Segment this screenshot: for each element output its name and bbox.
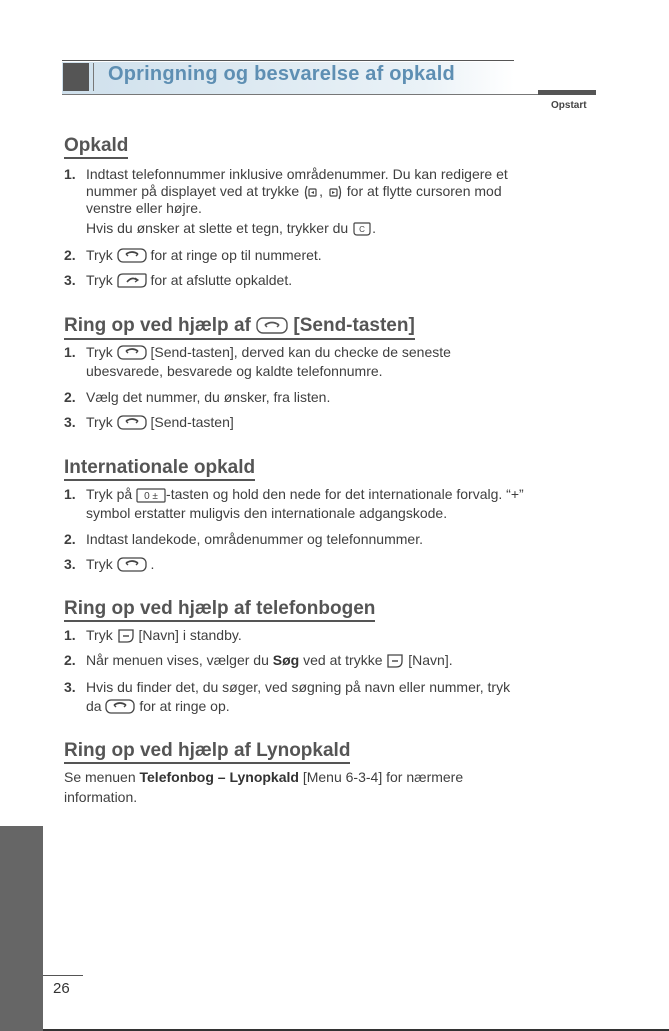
list-number: 3. xyxy=(64,272,76,288)
header-square xyxy=(63,63,89,91)
list-item-text: Tryk [Navn] i standby. xyxy=(86,627,242,643)
list-item-text: ubesvarede, besvarede og kaldte telefonnumre. xyxy=(86,363,383,379)
list-item-text: venstre eller højre. xyxy=(86,200,202,216)
list-item-text: symbol erstatter muligvis den internationale adgangskode. xyxy=(86,505,448,521)
list-number: 2. xyxy=(64,247,76,263)
send-key-icon xyxy=(117,345,147,361)
send-key-icon xyxy=(117,557,147,573)
section-title-international: Internationale opkald xyxy=(64,457,255,479)
list-item-text: Tryk for at afslutte opkaldet. xyxy=(86,272,293,288)
send-key-icon xyxy=(105,699,135,715)
list-item-text: Tryk for at ringe op til nummeret. xyxy=(86,247,322,263)
page-number: 26 xyxy=(53,980,70,997)
list-number: 1. xyxy=(64,486,76,502)
header-top-rule xyxy=(62,60,514,61)
list-item-text: Vælg det nummer, du ønsker, fra listen. xyxy=(86,389,331,405)
end-key-icon xyxy=(117,273,147,289)
list-number: 1. xyxy=(64,166,76,182)
list-number: 2. xyxy=(64,389,76,405)
list-item-text: Tryk . xyxy=(86,556,155,572)
list-number: 3. xyxy=(64,679,76,695)
list-number: 3. xyxy=(64,414,76,430)
list-item-text: Indtast telefonnummer inklusive områdenummer. Du kan redigere et xyxy=(86,166,508,182)
section-label: Opstart xyxy=(551,100,587,111)
section-title-opkald: Opkald xyxy=(64,135,128,157)
send-key-icon xyxy=(117,415,147,431)
send-key-icon xyxy=(256,317,288,335)
list-number: 3. xyxy=(64,556,76,572)
list-item-text: nummer på displayet ved at trykke , for at flytte cursoren mod xyxy=(86,183,502,199)
clear-key-icon xyxy=(352,221,372,237)
section-title-phonebook: Ring op ved hjælp af telefonbogen xyxy=(64,598,375,620)
header-separator xyxy=(93,63,94,91)
zero-key-icon xyxy=(136,488,166,503)
header-underline xyxy=(62,94,596,95)
left-softkey-icon xyxy=(386,653,404,669)
page-number-rule xyxy=(43,975,83,976)
nav-left-key-icon xyxy=(303,185,319,200)
left-softkey-icon xyxy=(117,628,135,644)
list-item-text: Tryk [Send-tasten], derved kan du checke de seneste xyxy=(86,344,451,360)
paragraph-text: Se menuen Telefonbog – Lynopkald [Menu 6-3-4] for nærmere xyxy=(64,769,464,785)
section-title-send-key: Ring op ved hjælp af [Send-tasten] xyxy=(64,315,415,337)
list-item-text: Hvis du finder det, du søger, ved søgning på navn eller nummer, tryk xyxy=(86,679,511,695)
section-tab xyxy=(538,90,596,95)
list-number: 1. xyxy=(64,344,76,360)
list-number: 1. xyxy=(64,627,76,643)
list-item-text: Hvis du ønsker at slette et tegn, trykker du C . xyxy=(86,220,377,236)
list-number: 2. xyxy=(64,531,76,547)
svg-text:C: C xyxy=(359,225,366,235)
section-title-speed-dial: Ring op ved hjælp af Lynopkald xyxy=(64,740,350,762)
list-item-text: Indtast landekode, områdenummer og telefonnummer. xyxy=(86,531,423,547)
list-item-text: Når menuen vises, vælger du Søg ved at trykke [Navn]. xyxy=(86,652,453,668)
list-item-text: Tryk på 0 ± -tasten og hold den nede for det internationale forvalg. “+” xyxy=(86,486,524,502)
list-item-text: Tryk [Send-tasten] xyxy=(86,414,234,430)
nav-right-key-icon xyxy=(327,185,343,200)
list-number: 2. xyxy=(64,652,76,668)
send-key-icon xyxy=(117,248,147,264)
list-item-text: da for at ringe op. xyxy=(86,698,230,714)
svg-text:0 ±: 0 ± xyxy=(144,490,158,502)
chapter-title: Opringning og besvarelse af opkald xyxy=(108,63,455,85)
paragraph-text: information. xyxy=(64,789,138,805)
thumb-tab xyxy=(0,826,43,1031)
